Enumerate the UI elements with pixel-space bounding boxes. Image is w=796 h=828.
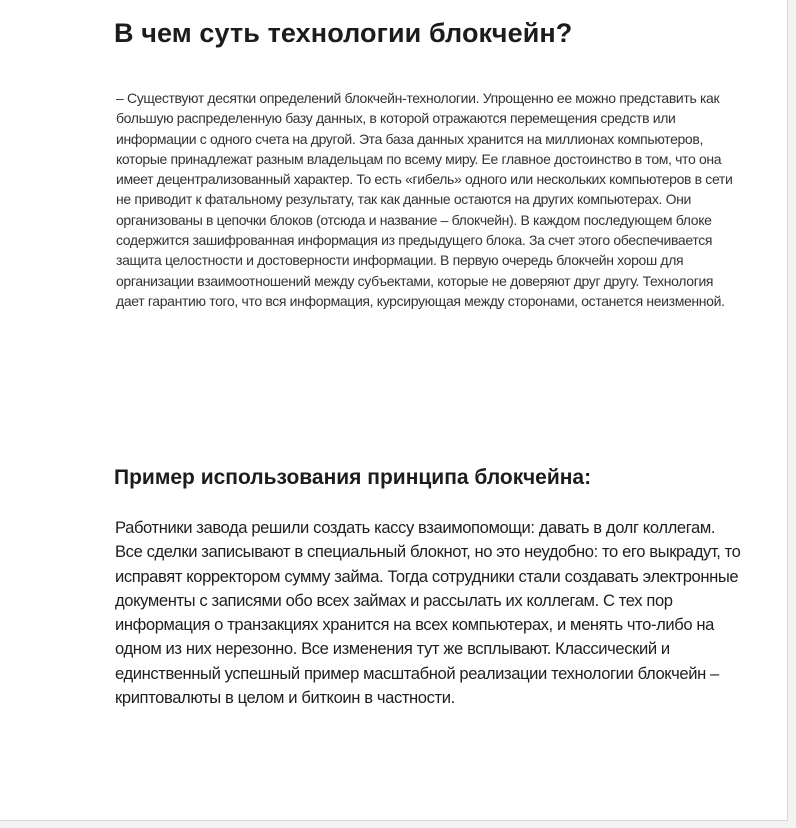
example-heading: Пример использования принципа блокчейна:	[114, 466, 592, 489]
intro-paragraph: – Существуют десятки определений блокчейн-технологии. Упрощенно ее можно представить как большую распределенную базу данных, в которой отражаются перемещения средств или информации с одного счета на другой. Эта база данных хранится на миллионах компьютеров, которые принадлежат разным владельцам по всему миру. Ее главное достоинство в том, что она имеет децентрализованный характер. То есть «гибель» одного или нескольких компьютеров в сети не приводит к фатальному результату, так как данные остаются на других компьютерах. Они организованы в цепочки блоков (отсюда и название – блокчейн). В каждом последующем блоке содержится зашифрованная информация из предыдущего блока. За счет этого обеспечивается защита целостности и достоверности информации. В первую очередь блокчейн хорош для организации взаимоотношений между субъектами, которые не доверяют друг другу. Технология дает гарантию того, что вся информация, курсирующая между сторонами, останется неизменной.	[116, 90, 733, 309]
page-edge-right	[788, 0, 796, 828]
page-edge-bottom	[0, 821, 796, 828]
example-paragraph: Работники завода решили создать кассу взаимопомощи: давать в долг коллегам. Все сделки записывают в специальный блокнот, но это неудобно: то его выкрадут, то исправят корректором сумму займа. Тогда сотрудники стали создавать электронные документы с записями обо всех займах и рассылать их коллегам. С тех пор информация о транзакциях хранится на всех компьютерах, и менять что-либо на одном из них нерезонно. Все изменения тут же всплывают. Классический и единственный успешный пример масштабной реализации технологии блокчейн – криптовалюты в целом и биткоин в частности.	[115, 518, 741, 708]
article-title: В чем суть технологии блокчейн?	[114, 18, 573, 48]
